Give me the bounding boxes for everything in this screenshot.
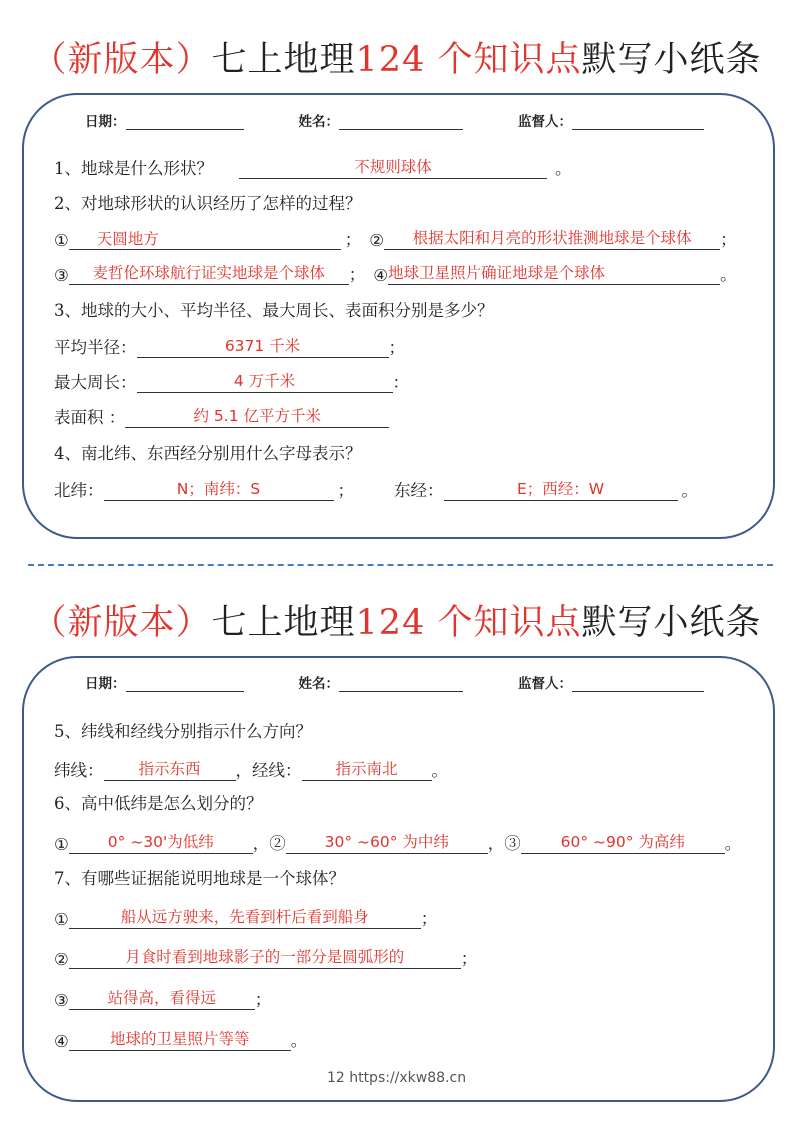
question-text: 6、高中低纬是怎么划分的？: [54, 794, 263, 813]
label: 平均半径：: [54, 338, 137, 357]
date-field[interactable]: [126, 675, 244, 692]
question-text: 4、南北纬、东西经分别用什么字母表示？: [54, 444, 362, 463]
header-row: [85, 110, 704, 130]
answer-row: [54, 369, 409, 393]
answer-blank[interactable]: 6371 千米: [137, 335, 389, 358]
punct: 。: [290, 1031, 308, 1050]
supervisor-label: 监督人：: [518, 114, 572, 130]
title-part: （新版本）: [31, 603, 212, 643]
marker: ，③: [487, 834, 521, 853]
punct: ；: [720, 230, 737, 249]
question-3: [54, 297, 494, 321]
marker: ③: [54, 991, 69, 1010]
marker: ①: [54, 231, 69, 250]
punct: 。: [555, 159, 572, 178]
answer-blank[interactable]: 60° ~90° 为高纬: [521, 831, 725, 854]
answer-blank[interactable]: 约 5.1 亿平方千米: [125, 405, 389, 428]
marker: ④: [54, 1032, 69, 1051]
question-4: [54, 440, 362, 464]
punct: 。: [724, 834, 742, 853]
marker: ③: [54, 266, 69, 285]
question-text: 5、纬线和经线分别指示什么方向？: [54, 722, 312, 741]
answer-blank[interactable]: E；西经：W: [444, 478, 678, 501]
answer-row: [54, 261, 737, 285]
answer-row: [54, 334, 405, 358]
question-text: 7、有哪些证据能说明地球是一个球体？: [54, 869, 345, 888]
marker: ，②: [252, 834, 286, 853]
punct: ：: [392, 373, 409, 392]
date-label: 日期：: [85, 114, 126, 130]
answer-blank[interactable]: 4 万千米: [137, 370, 393, 393]
punct: ；: [388, 338, 405, 357]
answer-row: [54, 986, 271, 1010]
question-2: [54, 190, 362, 214]
name-field[interactable]: [339, 675, 463, 692]
title-part: 124 个知识点: [355, 40, 582, 80]
marker: ④: [373, 266, 389, 285]
punct: ；: [344, 230, 362, 249]
supervisor-field[interactable]: [572, 675, 704, 692]
answer-blank[interactable]: 月食时看到地球影子的一部分是圆弧形的: [69, 946, 461, 969]
title-part: （新版本）: [31, 40, 212, 80]
supervisor-field[interactable]: [572, 113, 704, 130]
punct: 。: [720, 265, 737, 284]
answer-blank[interactable]: 指示东西: [104, 758, 236, 781]
date-label: 日期：: [85, 676, 126, 692]
punct: ；: [420, 909, 438, 928]
title-part: 124 个知识点: [355, 603, 582, 643]
answer-blank[interactable]: 站得高，看得远: [69, 987, 255, 1010]
label: 北纬：: [54, 481, 104, 500]
name-label: 姓名：: [298, 676, 339, 692]
question-text: 2、对地球形状的认识经历了怎样的过程？: [54, 194, 362, 213]
answer-row: [54, 1027, 307, 1051]
answer-blank[interactable]: 麦哲伦环球航行证实地球是个球体: [69, 262, 349, 285]
question-text: 1、地球是什么形状？: [54, 159, 213, 178]
answer-row: [54, 226, 737, 250]
cut-line: [28, 564, 773, 566]
punct: ；: [337, 481, 354, 500]
question-1: [54, 155, 572, 179]
page-title: [0, 595, 793, 645]
label: 东经：: [394, 481, 444, 500]
punct: ；: [348, 265, 366, 284]
title-part: 七上地理: [211, 603, 356, 643]
title-part: 默写小纸条: [581, 40, 762, 80]
name-label: 姓名：: [298, 114, 339, 130]
answer-row: [54, 477, 698, 501]
answer-blank[interactable]: 根据太阳和月亮的形状推测地球是个球体: [384, 227, 720, 250]
name-field[interactable]: [339, 113, 463, 130]
marker: ②: [54, 950, 69, 969]
punct: ；: [254, 990, 272, 1009]
page-title: [0, 32, 793, 82]
supervisor-label: 监督人：: [518, 676, 572, 692]
answer-row: [54, 830, 741, 854]
label: 表面积 ：: [54, 408, 126, 427]
label: 最大周长：: [54, 373, 137, 392]
question-5: [54, 718, 312, 742]
title-part: 默写小纸条: [581, 603, 762, 643]
question-text: 3、地球的大小、平均半径、最大周长、表面积分别是多少？: [54, 301, 494, 320]
date-field[interactable]: [126, 113, 244, 130]
header-row: [85, 672, 704, 692]
answer-blank[interactable]: 指示南北: [302, 758, 432, 781]
answer-blank[interactable]: 船从远方驶来，先看到杆后看到船身: [69, 906, 421, 929]
answer-blank[interactable]: 天圆地方: [69, 228, 341, 250]
punct: 。: [681, 481, 698, 500]
answer-blank[interactable]: 0° ~30'为低纬: [69, 831, 253, 854]
answer-blank[interactable]: 30° ~60° 为中纬: [286, 831, 488, 854]
punct: 。: [431, 761, 448, 780]
answer-row: [54, 757, 448, 781]
answer-blank[interactable]: 地球卫星照片确证地球是个球体: [388, 262, 720, 285]
label: 纬线：: [54, 761, 104, 780]
title-part: 七上地理: [211, 40, 356, 80]
answer-row: [54, 945, 477, 969]
answer-row: [54, 404, 389, 428]
punct: ；: [460, 949, 478, 968]
answer-blank[interactable]: 不规则球体: [239, 156, 547, 179]
marker: ①: [54, 910, 69, 929]
answer-row: [54, 905, 437, 929]
marker: ①: [54, 835, 69, 854]
question-6: [54, 790, 263, 814]
answer-blank[interactable]: 地球的卫星照片等等: [69, 1028, 291, 1051]
answer-blank[interactable]: N；南纬：S: [104, 478, 334, 501]
question-7: [54, 865, 345, 889]
marker: ②: [369, 231, 385, 250]
label: ，经线：: [235, 761, 302, 780]
footer-page-url: 12 https://xkw88.cn: [326, 1070, 467, 1086]
